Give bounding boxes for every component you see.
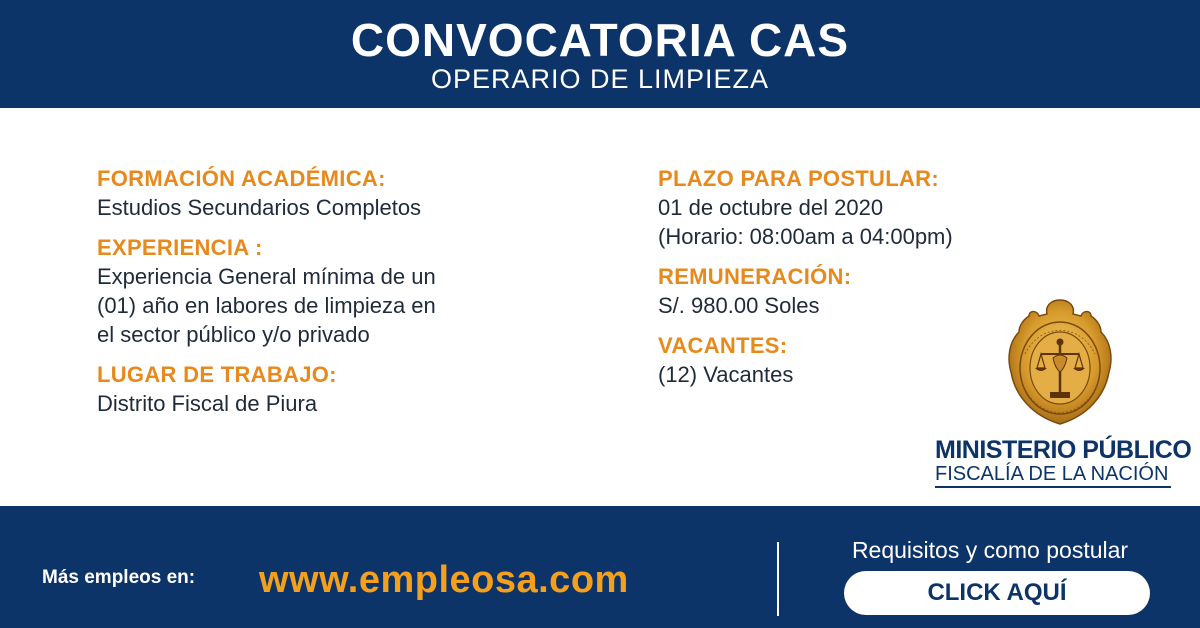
page-title: CONVOCATORIA CAS xyxy=(350,14,850,66)
footer-divider xyxy=(777,542,779,616)
remuneracion-label: REMUNERACIÓN: xyxy=(658,264,852,289)
vacantes-label: VACANTES: xyxy=(658,333,788,358)
website-link[interactable]: www.empleosa.com xyxy=(259,559,629,601)
experiencia-section xyxy=(97,234,567,349)
left-column xyxy=(97,165,567,430)
lugar-value: Distrito Fiscal de Piura xyxy=(97,391,318,416)
requirements-text: Requisitos y como postular xyxy=(851,537,1129,563)
ministry-name: MINISTERIO PÚBLICO xyxy=(935,436,1192,464)
plazo-label: PLAZO PARA POSTULAR: xyxy=(658,166,939,191)
plazo-value: 01 de octubre del 2020 (Horario: 08:00am a 04:00pm) xyxy=(658,195,953,249)
vacantes-value: (12) Vacantes xyxy=(658,362,794,387)
more-jobs-label: Más empleos en: xyxy=(42,567,196,588)
formacion-section xyxy=(97,165,567,222)
footer-wave-decoration xyxy=(0,506,1200,536)
lugar-section xyxy=(97,361,567,418)
header-banner xyxy=(0,0,1200,108)
ministerio-publico-seal-icon xyxy=(1005,298,1115,428)
page-subtitle: OPERARIO DE LIMPIEZA xyxy=(430,64,770,94)
experiencia-value: Experiencia General mínima de un (01) año en labores de limpieza en el sector público y/o privado xyxy=(97,264,436,347)
footer-banner xyxy=(0,508,1200,628)
ministry-subtitle: FISCALÍA DE LA NACIÓN xyxy=(935,464,1171,488)
experiencia-label: EXPERIENCIA : xyxy=(97,235,263,260)
lugar-label: LUGAR DE TRABAJO: xyxy=(97,362,337,387)
formacion-value: Estudios Secundarios Completos xyxy=(97,195,422,220)
plazo-section xyxy=(658,165,1078,251)
formacion-label: FORMACIÓN ACADÉMICA: xyxy=(97,166,386,191)
click-aqui-button[interactable]: CLICK AQUÍ xyxy=(844,571,1150,615)
ministry-logo xyxy=(935,436,1192,488)
remuneracion-value: S/. 980.00 Soles xyxy=(658,293,820,318)
